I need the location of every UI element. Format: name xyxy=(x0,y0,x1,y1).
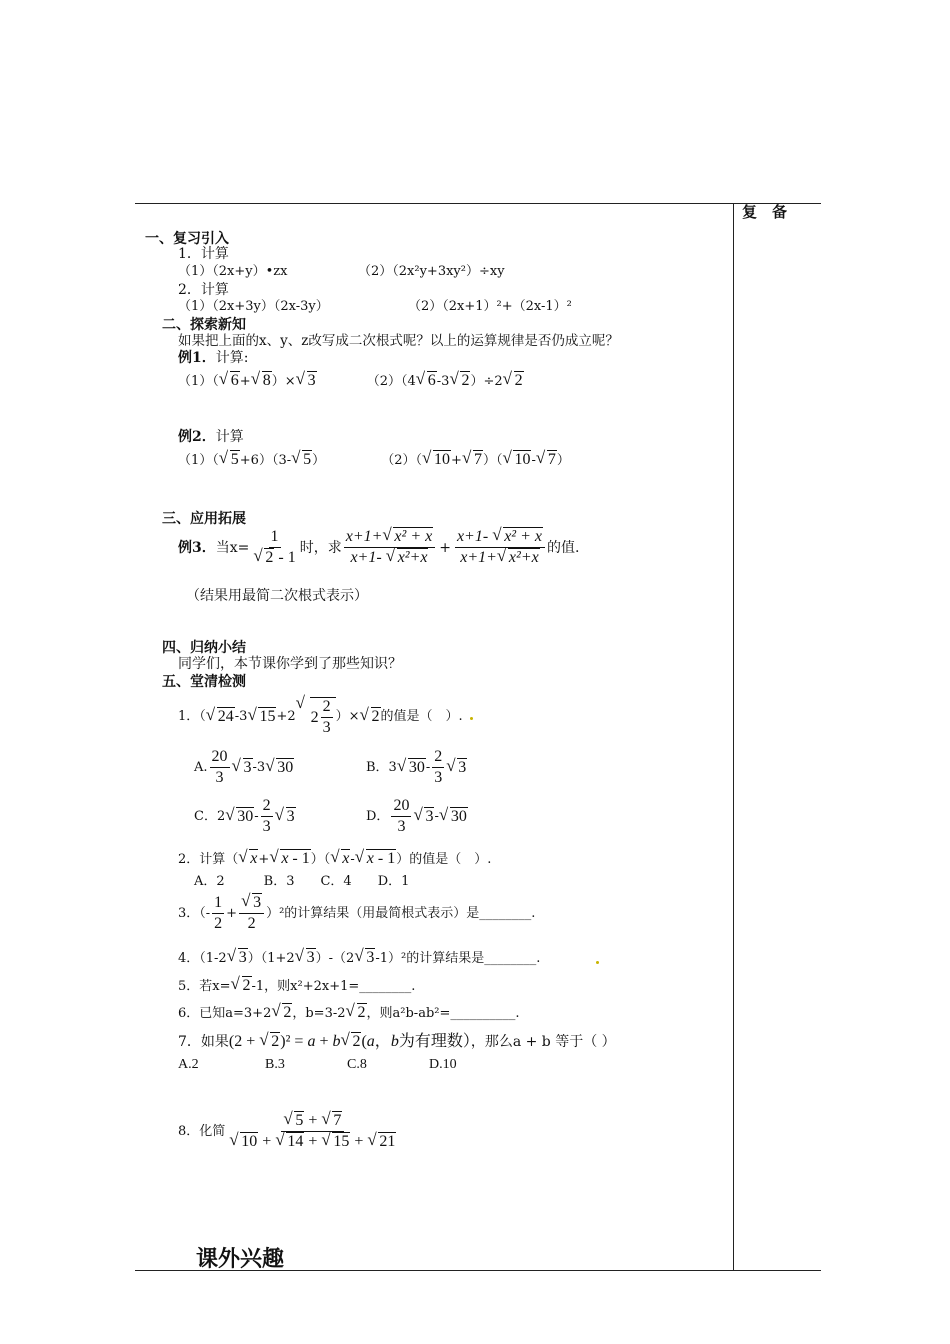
example-1-text: 计算: xyxy=(215,350,249,366)
table-top-border xyxy=(135,203,821,204)
side-column-header: 复 备 xyxy=(742,203,788,221)
extracurricular-title: 课外兴趣 xyxy=(196,1247,285,1272)
example-1-problems: （1）（√ 6+√ 8）×√ 3 （2）（4√ 6-3√ 2）÷2√ 2 xyxy=(178,373,524,390)
q7-option-a: A.2 xyxy=(178,1057,199,1072)
summary-text: 同学们，本节课你学到了那些知识？ xyxy=(178,656,402,672)
quiz-q4: 4．（1-2√ 3）（1+2√ 3）-（2√ 3-1）²的计算结果是________. xyxy=(178,950,540,967)
quiz-q2-options: A．2 B．3 C．4 D．1 xyxy=(194,874,410,889)
review-q1-a: （1）（2x+y）•zx xyxy=(178,264,288,279)
quiz-q1-tail: 的值是（ ）. xyxy=(380,709,463,724)
quiz-q6-mid: ，b=3-2 xyxy=(292,1006,346,1021)
section-1-title: 一、复习引入 xyxy=(145,231,229,247)
example-2-text: 计算 xyxy=(215,429,244,445)
review-q2-a: （1）（2x+3y）（2x-3y） xyxy=(178,299,329,314)
example-3-when: 当x= xyxy=(215,539,250,556)
review-q2-label: 2．计算 xyxy=(178,282,229,298)
section-4-title: 四、归纳小结 xyxy=(162,640,246,656)
quiz-q3-tail: ²的计算结果（用最简根式表示）是________. xyxy=(279,905,536,921)
quiz-q1-option-d: D． $\frac{20}{3}$ √ 3 - √ 30 xyxy=(366,797,468,836)
q7-option-b: B.3 xyxy=(265,1057,285,1072)
example-1-label: 例1． xyxy=(178,350,216,366)
quiz-q2-head: 2．计算 xyxy=(178,852,226,867)
review-q1-b: （2）（2x²y+3xy²）÷xy xyxy=(358,264,505,279)
quiz-q2: 2．计算（√ x+√ x - 1）（√ x-√ x - 1）的值是（ ）. xyxy=(178,851,491,868)
quiz-q6: 6．已知a=3+2√ 2，b=3-2√ 2，则a²b-ab²=__________. xyxy=(178,1005,520,1022)
example-3-label: 例3． xyxy=(178,539,216,556)
quiz-q7-tail: ，那么a + b 等于（ ） xyxy=(470,1034,616,1050)
quiz-q8: 8．化简 √ 5 + √ 7 √ 10 + √ 14 + √ 15 + √ 21 xyxy=(178,1112,400,1151)
section-2-title: 二、探索新知 xyxy=(162,317,246,333)
quiz-q4-tail: ²的计算结果是________. xyxy=(401,951,541,966)
quiz-q5-tail: -1，则x²+2x+1=________. xyxy=(251,979,416,994)
quiz-q1: 1．（ √ 24 -3 √ 15 +2 √ 2 $\frac{2}{3}$ ）× √ 2 的值是（ ）. xyxy=(178,697,463,737)
section-3-title: 三、应用拓展 xyxy=(162,511,246,527)
quiz-q5-head: 5．若x= xyxy=(178,979,231,994)
quiz-q7: 7．如果(2 + √ 2)² = a + b√ 2(a，b为有理数），那么a + b 等于（ ） xyxy=(178,1034,616,1050)
q7-option-c: C.8 xyxy=(347,1057,367,1072)
review-q2-b: （2）（2x+1）²+（2x-1）² xyxy=(408,299,572,314)
example-3-mid: 时，求 xyxy=(299,539,342,556)
section-2-intro: 如果把上面的x、y、z改写成二次根式呢？以上的运算规律是否仍成立呢？ xyxy=(178,333,619,349)
example-3-note: （结果用最简二次根式表示） xyxy=(186,588,368,604)
example-3: 例3． 当x= 1 √ 2 - 1 时，求 $\frac{\text{x+1+√ x² + x}}{\text{x+1- √ x²+x}}$ + $\frac{\text{x+1- √ x² + x}}{\text{x+1+√ x²+x}}$ 的值. xyxy=(178,528,579,567)
quiz-q7-head: 7．如果 xyxy=(178,1034,229,1050)
quiz-q3: 3．（- $\frac{1}{2}$ + √ $\frac{3}{2}$ ） ²的计算结果（用最简根式表示）是________. xyxy=(178,894,535,933)
expression-fraction-2: $\frac{\text{x+1- √ x² + x}}{\text{x+1+√ x²+x}}$ xyxy=(455,528,545,567)
section-5-title: 五、堂清检测 xyxy=(162,674,246,690)
review-q1-label: 1．计算 xyxy=(178,246,229,262)
example-1-heading xyxy=(178,350,248,366)
expression-fraction-1: $\frac{\text{x+1+√ x² + x}}{\text{x+1- √ x²+x}}$ xyxy=(344,528,436,567)
example-2-heading xyxy=(178,429,244,445)
quiz-q1-option-c: C．2 √ 30 - $\frac{2}{3}$ √ 3 xyxy=(194,797,296,836)
example-2-problems: （1）（√ 5+6）（3-√ 5） （2）（√ 10+√ 7）（√ 10-√ 7） xyxy=(178,452,570,469)
example-2-label: 例2． xyxy=(178,429,216,445)
quiz-q1-option-a: A. $\frac{20}{3}$ √ 3 -3 √ 30 xyxy=(194,748,294,787)
quiz-q6-head: 6．已知a=3+2 xyxy=(178,1006,272,1021)
quiz-q2-tail: 的值是（ ）. xyxy=(409,852,492,867)
stray-dot-mark xyxy=(596,961,599,964)
quiz-q5: 5．若x=√ 2-1，则x²+2x+1=________. xyxy=(178,978,415,995)
quiz-q8-head: 8．化简 xyxy=(178,1123,226,1139)
example-3-end: 的值. xyxy=(546,539,580,556)
column-divider xyxy=(733,203,734,1270)
q7-option-d: D.10 xyxy=(429,1057,457,1072)
stray-dot-mark-2 xyxy=(470,717,473,720)
quiz-q1-option-b: B．3 √ 30 - $\frac{2}{3}$ √ 3 xyxy=(366,748,467,787)
quiz-q6-tail: ，则a²b-ab²=__________. xyxy=(366,1006,520,1021)
x-value-fraction: 1 √ 2 - 1 xyxy=(251,528,297,567)
